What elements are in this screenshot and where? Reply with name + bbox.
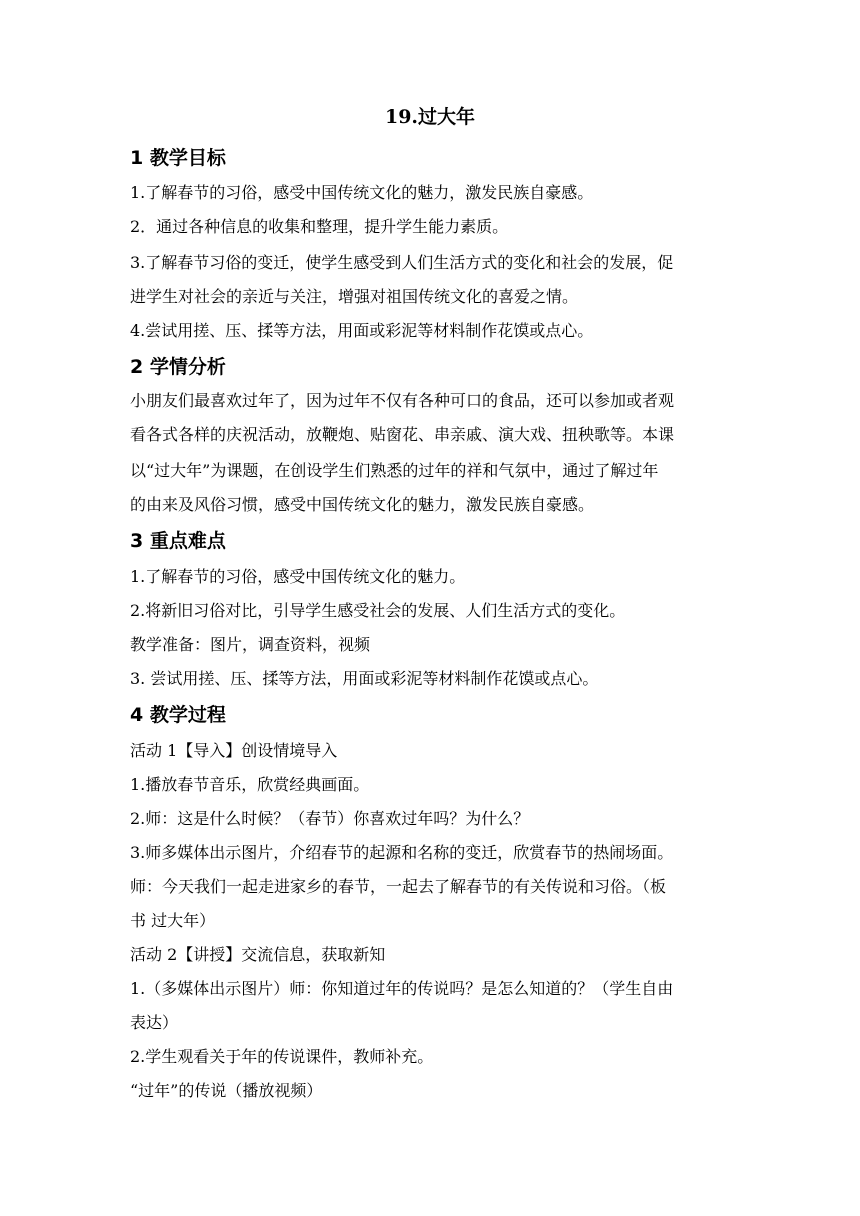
section-heading-process: 4 教学过程 <box>130 704 226 726</box>
paragraph-line: “过年”的传说（播放视频） <box>130 1081 323 1100</box>
paragraph-line: 表达） <box>130 1013 179 1032</box>
paragraph-line: 4.尝试用搓、压、揉等方法，用面或彩泥等材料制作花馍或点心。 <box>130 321 594 340</box>
paragraph-line: 1.（多媒体出示图片）师：你知道过年的传说吗？是怎么知道的？（学生自由 <box>130 979 674 998</box>
paragraph-line: 师：今天我们一起走进家乡的春节，一起去了解春节的有关传说和习俗。（板 <box>130 877 667 896</box>
paragraph-line: 教学准备：图片，调查资料，视频 <box>130 635 371 654</box>
paragraph-line: 3.了解春节习俗的变迁，使学生感受到人们生活方式的变化和社会的发展，促 <box>130 253 674 272</box>
paragraph-line: 3. 尝试用搓、压、揉等方法，用面或彩泥等材料制作花馍或点心。 <box>130 669 599 688</box>
paragraph-line: 1.播放春节音乐，欣赏经典画面。 <box>130 775 370 794</box>
section-heading-analysis: 2 学情分析 <box>130 356 226 378</box>
paragraph-line: 1.了解春节的习俗，感受中国传统文化的魅力。 <box>130 567 466 586</box>
paragraph-line: 小朋友们最喜欢过年了，因为过年不仅有各种可口的食品，还可以参加或者观 <box>130 391 675 410</box>
paragraph-line: 2.学生观看关于年的传说课件，教师补充。 <box>130 1047 434 1066</box>
document-title: 19.过大年 <box>384 106 476 128</box>
paragraph-line: 活动 1【导入】创设情境导入 <box>130 741 338 760</box>
paragraph-line: 2.师：这是什么时候？（春节）你喜欢过年吗？为什么？ <box>130 809 530 828</box>
paragraph-line: 书 过大年） <box>130 911 216 930</box>
paragraph-line: 以“过大年”为课题，在创设学生们熟悉的过年的祥和气氛中，通过了解过年 <box>130 461 659 480</box>
section-heading-key-points: 3 重点难点 <box>130 530 226 552</box>
paragraph-line: 2.将新旧习俗对比，引导学生感受社会的发展、人们生活方式的变化。 <box>130 601 626 620</box>
paragraph-line: 2．通过各种信息的收集和整理，提升学生能力素质。 <box>130 217 509 236</box>
paragraph-line: 1.了解春节的习俗，感受中国传统文化的魅力，激发民族自豪感。 <box>130 183 594 202</box>
paragraph-line: 的由来及风俗习惯，感受中国传统文化的魅力，激发民族自豪感。 <box>130 495 595 514</box>
paragraph-line: 看各式各样的庆祝活动，放鞭炮、贴窗花、串亲戚、演大戏、扭秧歌等。本课 <box>130 425 675 444</box>
paragraph-line: 3.师多媒体出示图片，介绍春节的起源和名称的变迁，欣赏春节的热闹场面。 <box>130 843 674 862</box>
section-heading-objectives: 1 教学目标 <box>130 147 226 169</box>
paragraph-line: 进学生对社会的亲近与关注，增强对祖国传统文化的喜爱之情。 <box>130 287 579 306</box>
paragraph-line: 活动 2【讲授】交流信息，获取新知 <box>130 945 386 964</box>
